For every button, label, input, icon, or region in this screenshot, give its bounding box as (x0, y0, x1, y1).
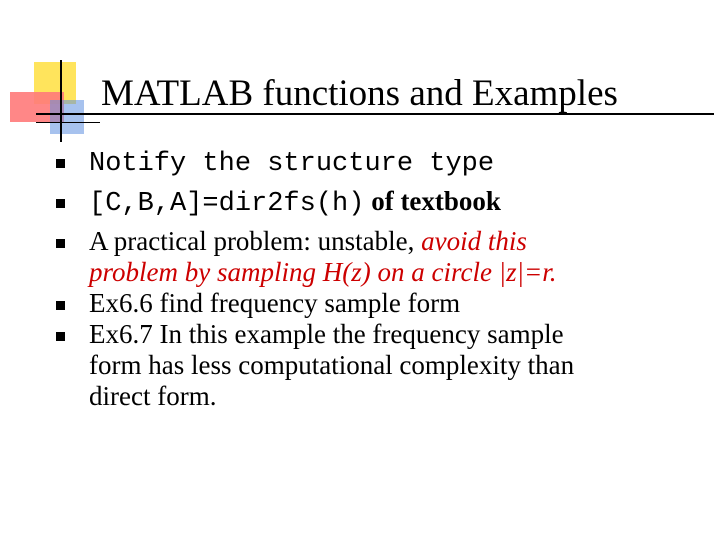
code-text: [C,B,A]=dir2fs(h) (89, 189, 365, 219)
bullet-text: form has less computational complexity than (89, 350, 575, 380)
bullet-item (56, 288, 696, 319)
bullet-square-icon (56, 159, 65, 168)
bullet-item (56, 186, 696, 220)
bullet-square-icon (56, 332, 65, 341)
bullet-text: Ex6.6 find frequency sample form (89, 288, 461, 318)
bullet-text: A practical problem: unstable, (89, 226, 422, 256)
slide-title: MATLAB functions and Examples (101, 73, 618, 114)
bullet-text: Ex6.7 In this example the frequency sample (89, 319, 564, 349)
bullet-square-icon (56, 301, 65, 310)
bullet-square-icon (56, 199, 65, 208)
logo-blue-square (50, 100, 84, 134)
bullet-list (56, 146, 696, 412)
highlight-text: avoid this (421, 226, 527, 256)
bullet-text: of textbook (371, 186, 501, 216)
bullet-item (56, 146, 696, 180)
bullet-text: direct form. (89, 381, 217, 411)
bullet-item (56, 226, 696, 288)
bullet-item (56, 319, 696, 412)
bullet-square-icon (56, 239, 65, 248)
bullet-text: Notify the structure type (89, 149, 495, 179)
logo-vertical-line (60, 60, 62, 142)
logo-horizontal-line (36, 122, 100, 123)
highlight-text: problem by sampling H(z) on a circle |z|=r. (89, 257, 557, 287)
